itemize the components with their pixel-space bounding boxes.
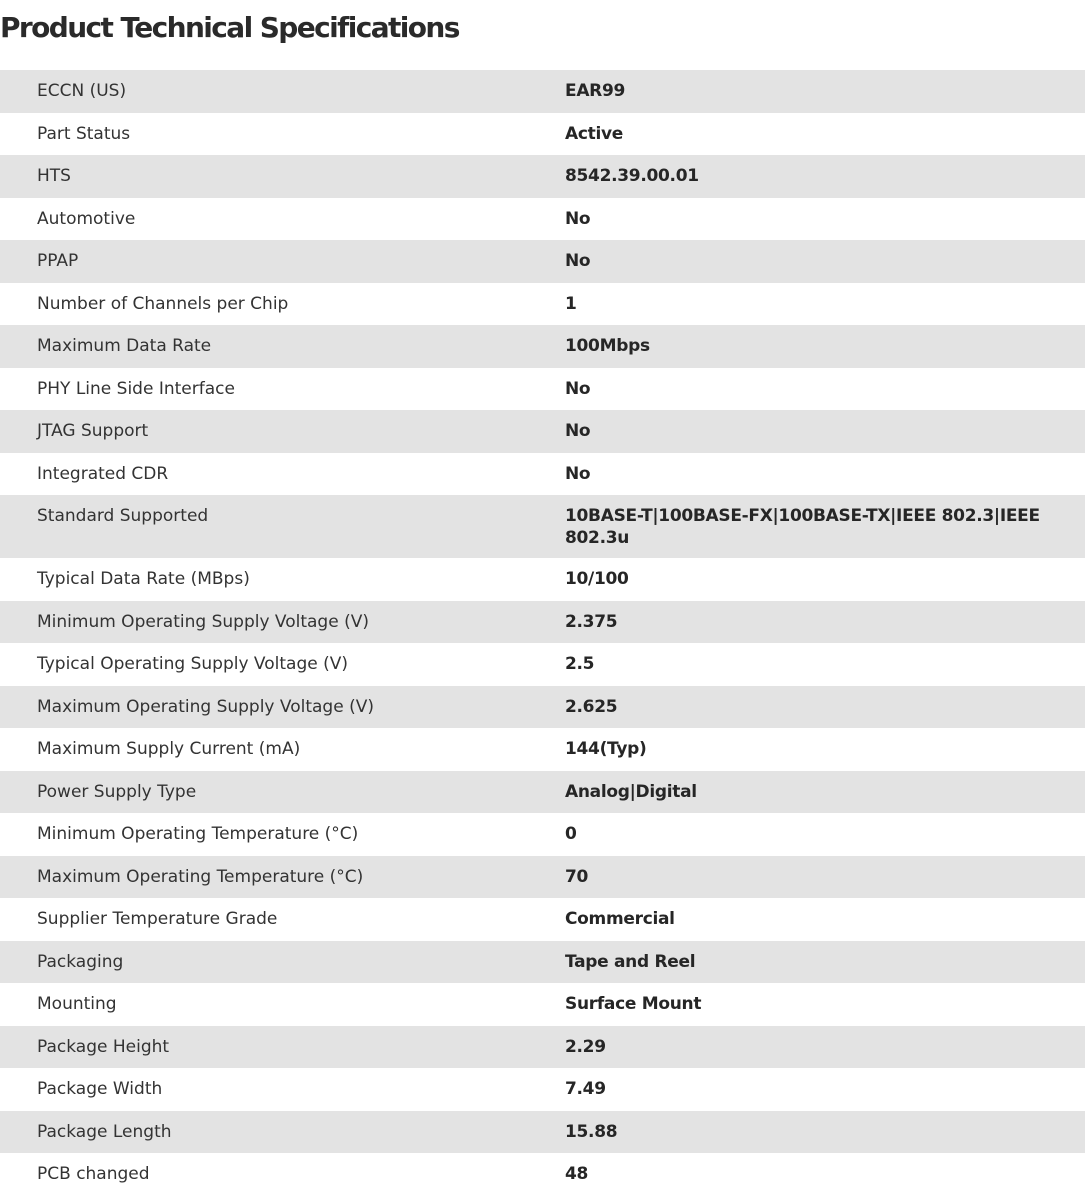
spec-row-ppap	[0, 240, 1085, 283]
spec-value: 15.88	[565, 1121, 618, 1142]
spec-label: Package Width	[37, 1079, 163, 1099]
spec-label: Minimum Operating Supply Voltage (V)	[37, 611, 369, 632]
spec-value: EAR99	[565, 81, 626, 101]
spec-row-channels	[0, 283, 1085, 326]
spec-value: 2.375	[565, 611, 618, 632]
spec-label: Number of Channels per Chip	[37, 293, 289, 314]
spec-label: Mounting	[37, 994, 117, 1014]
spec-value: No	[565, 421, 591, 441]
spec-row-power-supply-type	[0, 771, 1085, 814]
spec-label: Standard Supported	[37, 506, 209, 526]
spec-row-phy-interface	[0, 368, 1085, 411]
spec-value: Active	[565, 123, 623, 144]
spec-value: 10/100	[565, 569, 629, 589]
spec-value: No	[565, 463, 591, 484]
spec-row-supply-current	[0, 728, 1085, 771]
spec-row-max-temp	[0, 856, 1085, 899]
spec-label: Part Status	[37, 123, 131, 144]
spec-label: Power Supply Type	[37, 781, 197, 802]
page-title: Product Technical Specifications	[0, 11, 459, 44]
spec-row-packaging	[0, 941, 1085, 984]
spec-value: Commercial	[565, 909, 675, 929]
spec-row-eccn	[0, 70, 1085, 113]
spec-row-package-length	[0, 1111, 1085, 1154]
spec-row-standard	[0, 495, 1085, 558]
spec-value: Tape and Reel	[565, 951, 696, 972]
spec-label: Automotive	[37, 208, 136, 229]
spec-value: Surface Mount	[565, 994, 702, 1014]
spec-value: 8542.39.00.01	[565, 166, 699, 186]
spec-label: Typical Data Rate (MBps)	[37, 569, 250, 589]
spec-row-mounting	[0, 983, 1085, 1026]
spec-value: 2.625	[565, 696, 618, 717]
spec-value: 1	[565, 293, 577, 314]
spec-row-package-height	[0, 1026, 1085, 1069]
spec-value: 2.29	[565, 1036, 606, 1057]
spec-label: Maximum Supply Current (mA)	[37, 739, 301, 759]
spec-row-jtag	[0, 410, 1085, 453]
spec-row-temp-grade	[0, 898, 1085, 941]
spec-row-automotive	[0, 198, 1085, 241]
spec-label: Maximum Operating Supply Voltage (V)	[37, 696, 374, 717]
spec-row-max-data-rate	[0, 325, 1085, 368]
spec-value: 144(Typ)	[565, 739, 647, 759]
spec-row-min-voltage	[0, 601, 1085, 644]
spec-label: Maximum Data Rate	[37, 336, 212, 356]
spec-value: 10BASE-T|100BASE-FX|100BASE-TX|IEEE 802.3|IEEE 802.3u	[565, 506, 1040, 548]
spec-value: Analog|Digital	[565, 781, 697, 802]
spec-value: 0	[565, 824, 577, 844]
spec-label: HTS	[37, 166, 71, 186]
spec-label: Integrated CDR	[37, 463, 169, 484]
spec-value: 48	[565, 1164, 589, 1184]
spec-label: ECCN (US)	[37, 81, 127, 101]
spec-row-max-voltage	[0, 686, 1085, 729]
spec-row-typ-data-rate	[0, 558, 1085, 601]
spec-label: PCB changed	[37, 1164, 150, 1184]
spec-row-pcb-changed	[0, 1153, 1085, 1196]
spec-label: JTAG Support	[37, 421, 149, 441]
spec-label: Typical Operating Supply Voltage (V)	[37, 654, 348, 674]
spec-row-cdr	[0, 453, 1085, 496]
spec-label: PHY Line Side Interface	[37, 378, 235, 399]
spec-row-typ-voltage	[0, 643, 1085, 686]
spec-label: Packaging	[37, 951, 124, 972]
spec-label: PPAP	[37, 251, 79, 271]
spec-value: 100Mbps	[565, 336, 650, 356]
spec-value: No	[565, 251, 591, 271]
spec-row-package-width	[0, 1068, 1085, 1111]
spec-label: Supplier Temperature Grade	[37, 909, 278, 929]
spec-label: Maximum Operating Temperature (°C)	[37, 866, 364, 887]
spec-value: 70	[565, 866, 589, 887]
spec-value: No	[565, 378, 591, 399]
spec-table	[0, 70, 1085, 1196]
spec-label: Minimum Operating Temperature (°C)	[37, 824, 359, 844]
spec-row-hts	[0, 155, 1085, 198]
spec-label: Package Height	[37, 1036, 170, 1057]
spec-row-min-temp	[0, 813, 1085, 856]
spec-value: No	[565, 208, 591, 229]
spec-value: 7.49	[565, 1079, 606, 1099]
spec-value: 2.5	[565, 654, 595, 674]
spec-row-part-status	[0, 113, 1085, 156]
spec-label: Package Length	[37, 1121, 172, 1142]
